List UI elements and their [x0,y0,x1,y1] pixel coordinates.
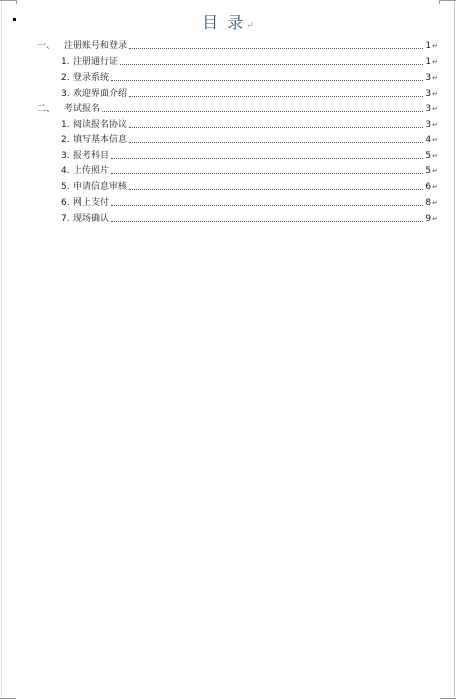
toc-entry-page-number: 1 [425,57,432,67]
toc-entry-label: 上传照片 [73,166,110,176]
toc-title-text: 目 录 [202,13,246,32]
paragraph-mark: ↵ [432,74,438,82]
toc-dot-leader [111,205,423,206]
toc-entry-page-number: 1 [425,41,432,51]
toc-dot-leader [102,111,423,112]
toc-entry[interactable] [61,181,438,193]
toc-entry[interactable] [61,88,438,100]
toc-dot-leader [129,96,423,97]
toc-dot-leader [111,158,423,159]
toc-entry-page-number: 4 [425,135,432,145]
toc-entry-number: 1. [61,57,70,67]
toc-entry-label: 报考科目 [73,151,110,161]
toc-entry[interactable] [61,72,438,84]
crop-mark-top-left [0,0,16,1]
toc-entry-number: 1. [61,120,70,130]
toc-entry-label: 现场确认 [73,214,110,224]
crop-mark-top-left-vertical [16,0,17,4]
paragraph-mark: ↵ [432,105,438,113]
toc-entry[interactable] [61,165,438,177]
toc-entry-number: 7. [61,214,70,224]
paragraph-mark: ↵ [432,152,438,160]
toc-entry-number: 4. [61,166,70,176]
toc-entry-page-number: 9 [425,214,432,224]
toc-dot-leader [111,80,423,81]
toc-entry[interactable] [37,103,438,115]
paragraph-mark: ↵ [432,215,438,223]
page-right-edge [454,0,455,699]
toc-entry[interactable] [61,213,438,225]
toc-entry-page-number: 8 [425,198,432,208]
toc-entry-page-number: 5 [425,151,432,161]
toc-entry-label: 注册通行证 [73,57,119,67]
toc-entry-page-number: 3 [425,104,432,114]
toc-entry-number: 3. [61,89,70,99]
toc-entry[interactable] [61,119,438,131]
toc-dot-leader [129,189,423,190]
paragraph-mark: ↵ [246,21,254,31]
toc-entry-label: 填写基本信息 [73,135,128,145]
toc-dot-leader [120,64,423,65]
toc-entry-label: 欢迎界面介绍 [73,89,128,99]
toc-entry-number: 5. [61,182,70,192]
toc-entry[interactable] [37,40,438,52]
toc-entry-label: 登录系统 [73,73,110,83]
toc-dot-leader [129,142,423,143]
toc-dot-leader [111,221,423,222]
toc-entry-page-number: 3 [425,89,432,99]
toc-entry-label: 考试报名 [64,104,101,114]
toc-entry-number: 2. [61,135,70,145]
toc-entry-number: 6. [61,198,70,208]
toc-entry-label: 申请信息审核 [73,182,128,192]
toc-entry-number: 一、 [37,41,56,51]
toc-dot-leader [129,127,423,128]
toc-entry-label: 注册账号和登录 [64,41,128,51]
paragraph-mark: ↵ [432,183,438,191]
paragraph-mark: ↵ [432,90,438,98]
toc-entry-page-number: 5 [425,166,432,176]
paragraph-mark: ↵ [432,199,438,207]
toc-entry-label: 阅读报名协议 [73,120,128,130]
paragraph-mark: ↵ [432,136,438,144]
toc-entry-page-number: 6 [425,182,432,192]
toc-entry-number: 2. [61,73,70,83]
crop-mark-top-right-vertical [439,0,440,4]
toc-entry-number: 3. [61,151,70,161]
toc-entry[interactable] [61,56,438,68]
toc-entry-label: 网上支付 [73,198,110,208]
toc-entry[interactable] [61,150,438,162]
toc-entry-number: 二、 [37,104,56,114]
paragraph-mark: ↵ [432,42,438,50]
toc-title [0,10,456,33]
toc-entry[interactable] [61,134,438,146]
paragraph-mark: ↵ [432,167,438,175]
toc-entry-page-number: 3 [425,120,432,130]
paragraph-mark: ↵ [432,121,438,129]
crop-mark-top-right [440,0,456,1]
toc-entry[interactable] [61,197,438,209]
paragraph-mark: ↵ [432,58,438,66]
page-left-edge [1,0,2,699]
toc-entry-page-number: 3 [425,73,432,83]
toc-dot-leader [111,173,423,174]
toc-dot-leader [129,48,423,49]
